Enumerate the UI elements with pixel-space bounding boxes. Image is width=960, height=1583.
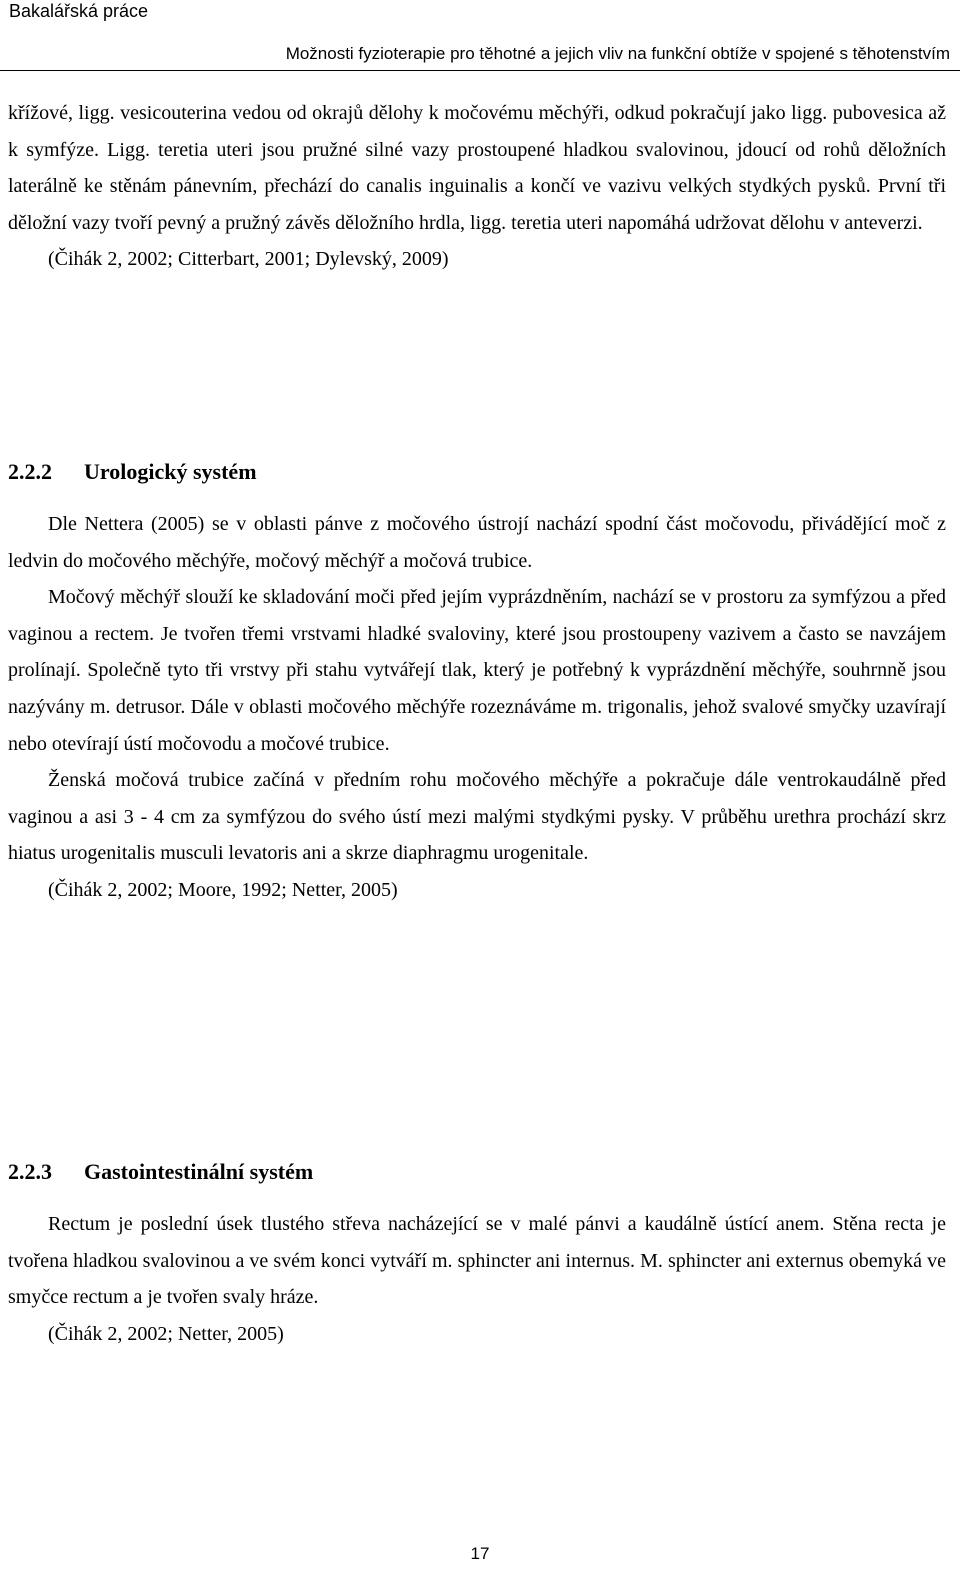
header-thesis-type: Bakalářská práce	[9, 1, 149, 21]
paragraph-rectum: Rectum je poslední úsek tlustého střeva nacházející se v malé pánvi a kaudálně ústící anem. Stěna recta je tvořena hladkou svalovinou a ve svém konci vytváří m. sphincter ani internus. M. sphincter ani externus obemyká ve smyčce rectum a je tvořen svaly hráze.	[8, 1213, 946, 1309]
section-heading-urology	[8, 458, 257, 486]
paragraph-urology-intro: Dle Nettera (2005) se v oblasti pánve z močového ústrojí nachází spodní část močovodu, přivádějící moč z ledvin do močového měchýře, močový měchýř a močová trubice.	[8, 513, 946, 572]
citation-urology: (Čihák 2, 2002; Moore, 1992; Netter, 2005)	[48, 878, 398, 901]
paragraph-urethra: Ženská močová trubice začíná v předním rohu močového měchýře a pokračuje dále ventrokaudálně před vaginou a asi 3 - 4 cm za symfýzou do svého ústí mezi malými stydkými pysky. V průběhu urethra prochází skrz hiatus urogenitalis musculi levatoris ani a skrze diaphragmu urogenitale.	[8, 769, 946, 865]
citation-ligaments: (Čihák 2, 2002; Citterbart, 2001; Dylevský, 2009)	[48, 248, 449, 271]
section-number: 2.2.2	[8, 459, 52, 484]
header-divider	[0, 70, 960, 71]
page-number: 17	[470, 1544, 490, 1563]
section-title: Gastointestinální systém	[84, 1159, 314, 1184]
section-title: Urologický systém	[84, 459, 257, 484]
section-number: 2.2.3	[8, 1159, 52, 1184]
text-block-gastro	[8, 1206, 946, 1352]
text-block-ligaments	[8, 95, 946, 278]
paragraph-ligaments: křížové, ligg. vesicouterina vedou od okrajů dělohy k močovému měchýři, odkud pokračují jako ligg. pubovesica až k symfýze. Ligg. teretia uteri jsou pružné silné vazy prostoupené hladkou svalovinou, jdoucí od rohů děložních laterálně ke stěnám pánevním, přechází do canalis inguinalis a končí ve vazivu velkých stydkých pysků. První tři děložní vazy tvoří pevný a pružný závěs děložního hrdla, ligg. teretia uteri napomáhá udržovat dělohu v anteverzi.	[8, 102, 946, 234]
text-block-urology	[8, 506, 946, 909]
citation-gastro: (Čihák 2, 2002; Netter, 2005)	[48, 1322, 284, 1345]
header-thesis-title: Možnosti fyzioterapie pro těhotné a jejich vliv na funkční obtíže v spojené s těhotenstvím	[285, 44, 950, 63]
paragraph-bladder: Močový měchýř slouží ke skladování moči před jejím vyprázdněním, nachází se v prostoru za symfýzou a před vaginou a rectem. Je tvořen třemi vrstvami hladké svaloviny, které jsou prostoupeny vazivem a často se navzájem prolínají. Společně tyto tři vrstvy při stahu vytvářejí tlak, který je potřebný k vyprázdnění měchýře, souhrnně jsou nazývány m. detrusor. Dále v oblasti močového měchýře rozeznáváme m. trigonalis, jehož svalové smyčky uzavírají nebo otevírají ústí močovodu a močové trubice.	[8, 586, 946, 755]
section-heading-gastro	[8, 1158, 313, 1186]
